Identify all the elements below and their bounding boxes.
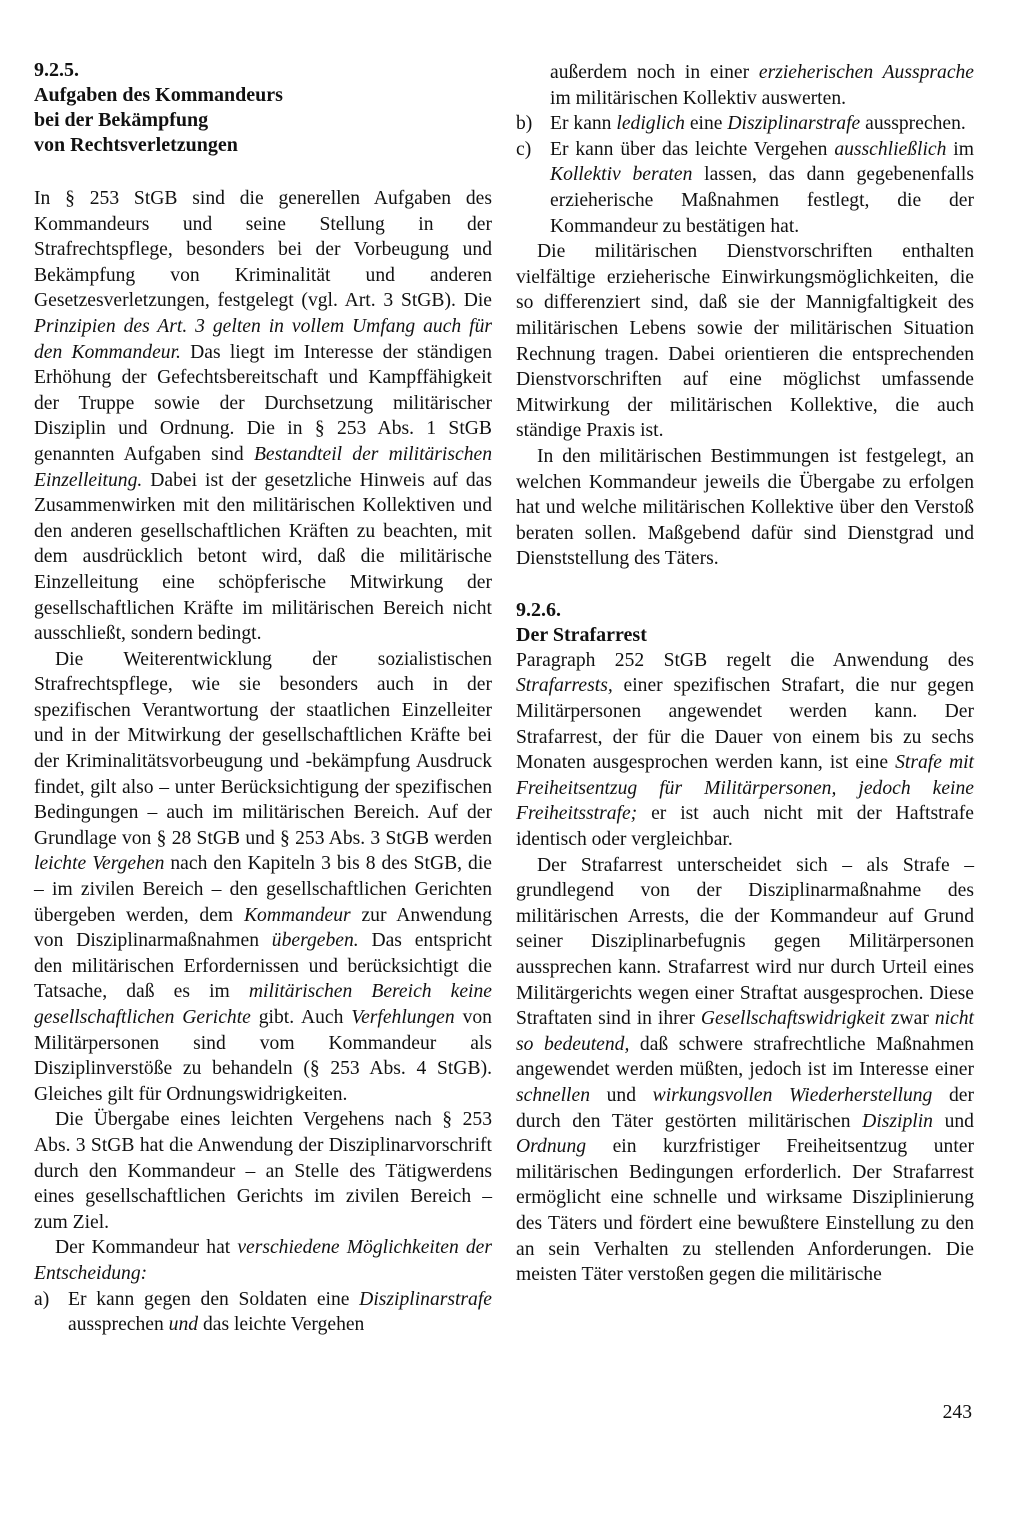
emphasis-text: Strafe mit Freiheitsentzug für Militärpersonen, jedoch keine Freiheitsstrafe; bbox=[516, 752, 974, 825]
emphasis-text: wirkungsvollen Wiederherstellung bbox=[652, 1084, 933, 1106]
emphasis-text: Strafarrests, bbox=[516, 675, 613, 697]
list-marker: c) bbox=[516, 138, 532, 160]
list-marker: a) bbox=[34, 1288, 50, 1310]
body-paragraph: Paragraph 252 StGB regelt die Anwendung des Strafarrests, einer spezifischen Strafart, die nur gegen Militärpersonen angewendet werden kann. Der Strafarrest, der für die Dauer von einem bis zu sechs Monaten ausgesprochen werden kann, ist eine Strafe mit Freiheitsentzug für Militärpersonen, jedoch keine Freiheitsstrafe; er ist auch nicht mit der Haftstrafe identisch oder vergleichbar. bbox=[516, 649, 974, 851]
section-title-line: bei der Bekämpfung bbox=[34, 109, 209, 131]
section-title: Der Strafarrest bbox=[516, 623, 647, 646]
body-paragraph: Der Kommandeur hat verschiedene Möglichkeiten der Entscheidung: bbox=[34, 1237, 492, 1284]
list-item-text: Er kann lediglich eine Disziplinarstrafe aussprechen. bbox=[550, 113, 966, 135]
body-paragraph: Die militärischen Dienstvorschriften enthalten vielfältige erzieherische Einwirkungsmöglichkeiten, die so differenziert sind, daß sie der Mannigfaltigkeit des militärischen Lebens sowie der militärischen Situation Rechnung tragen. Dabei orientieren die entsprechenden Dienstvorschriften auf eine möglichst umfassende Mitwirkung der militärischen Kollektive, die auch ständige Praxis ist. bbox=[516, 241, 974, 442]
emphasis-text: nicht so bedeutend, bbox=[516, 1008, 974, 1055]
list-item-c bbox=[516, 137, 974, 239]
section-title-line: Aufgaben des Kommandeurs bbox=[34, 84, 283, 106]
section-title-line: von Rechtsverletzungen bbox=[34, 134, 238, 156]
right-column bbox=[516, 60, 974, 1288]
emphasis-text: und bbox=[168, 1314, 199, 1336]
list-item-a bbox=[34, 1287, 492, 1338]
emphasis-text: Disziplinarstrafe bbox=[727, 113, 861, 135]
emphasis-text: verschiedene Möglichkeiten der Entscheidung: bbox=[34, 1237, 492, 1284]
section-heading-9-2-5 bbox=[34, 58, 492, 158]
emphasis-text: Ordnung bbox=[516, 1136, 587, 1158]
emphasis-text: leichte Vergehen bbox=[34, 853, 165, 875]
body-paragraph: Der Strafarrest unterscheidet sich – als Strafe – grundlegend von der Disziplinarmaßnahme des militärischen Arrests, die der Kommandeur auf Grund seiner Disziplinarbefugnis gegen Militärpersonen aussprechen kann. Strafarrest wird nur durch Urteil eines Militärgerichts wegen einer Straftat ausgesprochen. Diese Straftaten sind in ihrer Gesellschaftswidrigkeit zwar nicht so bedeutend, daß schwere strafrechtliche Maßnahmen angewendet werden müßten, jedoch ist im Interesse einer schnellen und wirkungsvollen Wiederherstellung der durch den Täter gestörten militärischen Disziplin und Ordnung ein kurzfristiger Freiheitsentzug unter militärischen Bedingungen erforderlich. Der Strafarrest ermöglicht eine schnelle und wirksame Disziplinierung des Täters und fördert eine bewußtere Einstellung zu den an sein Verhalten zu stellenden Anforderungen. Die meisten Täter verstoßen gegen die militärische bbox=[516, 854, 974, 1286]
emphasis-text: übergeben. bbox=[271, 930, 359, 952]
list-item-a-continued: außerdem noch in einer erzieherischen Aussprache im militärischen Kollektiv auswerten. bbox=[550, 62, 975, 109]
body-paragraph: In § 253 StGB sind die generellen Aufgaben des Kommandeurs und seine Stellung in der Strafrechtspflege, besonders bei der Vorbeugung und Bekämpfung von Kriminalität und anderen Gesetzesverletzungen, festgelegt (vgl. Art. 3 StGB). Die Prinzipien des Art. 3 gelten in vollem Umfang auch für den Kommandeur. Das liegt im Interesse der ständigen Erhöhung der Gefechtsbereitschaft und Kampffähigkeit der Truppe sowie der Durchsetzung militärischer Disziplin und Ordnung. Die in § 253 Abs. 1 StGB genannten Aufgaben sind Bestandteil der militärischen Einzelleitung. Dabei ist der gesetzliche Hinweis auf das Zusammenwirken mit den militärischen Kollektiven und den anderen gesellschaftlichen Kräften zu beachten, mit dem ausdrücklich betont wird, daß die militärische Einzelleitung eine schöpferische Mitwirkung der gesellschaftlichen Kräfte im militärischen Bereich nicht ausschließt, sondern bedingt. bbox=[34, 188, 492, 645]
page-number: 243 bbox=[942, 1402, 972, 1423]
emphasis-text: militärischen Bereich keine gesellschaftlichen Gerichte bbox=[34, 981, 492, 1028]
emphasis-text: Gesellschaftswidrigkeit bbox=[700, 1008, 885, 1030]
emphasis-text: Disziplin bbox=[862, 1110, 933, 1132]
section-heading-9-2-6 bbox=[516, 598, 974, 648]
emphasis-text: erzieherischen Aussprache bbox=[758, 62, 975, 83]
body-paragraph: Die Übergabe eines leichten Vergehens nach § 253 Abs. 3 StGB hat die Anwendung der Disziplinarvorschrift durch den Kommandeur – an Stelle des Tätigwerdens eines gesellschaftlichen Gerichts im zivilen Bereich – zum Ziel. bbox=[34, 1109, 492, 1233]
emphasis-text: Bestandteil der militärischen Einzelleitung. bbox=[34, 443, 492, 491]
body-paragraph: Die Weiterentwicklung der sozialistischen Strafrechtspflege, wie sie besonders auch in der spezifischen Verantwortung der staatlichen Einzelleiter und in der Mitwirkung der gesellschaftlichen Kräfte bei der Kriminalitätsvorbeugung und -bekämpfung Ausdruck findet, gilt also – unter Berücksichtigung der spezifischen Bedingungen – auch im militärischen Bereich. Auf der Grundlage von § 28 StGB und § 253 Abs. 3 StGB werden leichte Vergehen nach den Kapiteln 3 bis 8 des StGB, die – im zivilen Bereich – den gesellschaftlichen Gerichten übergeben werden, dem Kommandeur zur Anwendung von Disziplinarmaßnahmen übergeben. Das entspricht den militärischen Erfordernissen und berücksichtigt die Tatsache, daß es im militärischen Bereich keine gesellschaftlichen Gerichte gibt. Auch Verfehlungen von Militärpersonen sind vom Kommandeur als Disziplinverstöße zu behandeln (§ 253 Abs. 4 StGB). Gleiches gilt für Ordnungswidrigkeiten. bbox=[34, 648, 492, 1105]
emphasis-text: Prinzipien des Art. 3 gelten in vollem Umfang auch für den Kommandeur. bbox=[34, 315, 492, 363]
section-number: 9.2.6. bbox=[516, 598, 561, 621]
list-marker: b) bbox=[516, 113, 533, 135]
list-item-text: Er kann gegen den Soldaten eine Disziplinarstrafe aussprechen und das leichte Vergehen bbox=[68, 1288, 492, 1336]
left-column bbox=[34, 58, 492, 1338]
emphasis-text: schnellen bbox=[516, 1084, 590, 1106]
emphasis-text: Verfehlungen bbox=[351, 1007, 455, 1028]
list-item-text: Er kann über das leichte Vergehen ausschließlich im Kollektiv beraten lassen, das dann gegebenenfalls erzieherische Maßnahmen festlegt, die der Kommandeur zu bestätigen hat. bbox=[550, 138, 974, 237]
emphasis-text: Kollektiv beraten bbox=[550, 164, 693, 186]
emphasis-text: lediglich bbox=[616, 113, 685, 135]
emphasis-text: Kommandeur bbox=[243, 904, 351, 926]
section-number: 9.2.5. bbox=[34, 59, 79, 81]
emphasis-text: ausschließlich bbox=[834, 138, 947, 160]
emphasis-text: Disziplinarstrafe bbox=[359, 1288, 492, 1310]
list-item-b bbox=[516, 111, 974, 137]
body-paragraph: In den militärischen Bestimmungen ist festgelegt, an welchen Kommandeur jeweils die Übergabe zu erfolgen hat und welche militärischen Kollektive über den Verstoß beraten sollen. Maßgebend dafür sind Dienstgrad und Dienststellung des Täters. bbox=[516, 445, 974, 570]
